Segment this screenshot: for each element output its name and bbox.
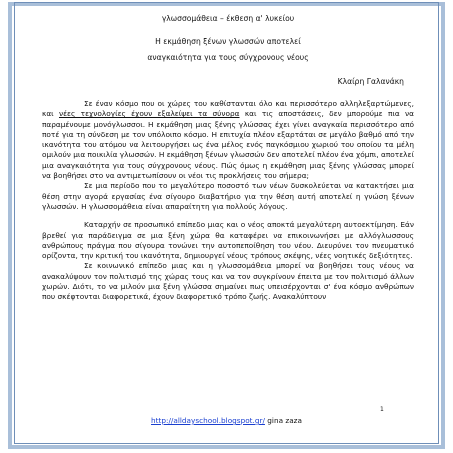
course-line: γλωσσομάθεια – έκθεση α' λυκείου (161, 14, 295, 23)
footer-author: gina zaza (267, 416, 302, 425)
blog-link[interactable]: http://alldayschool.blogspot.gr/ (151, 416, 265, 425)
essay-title-line-1: Η εκμάθηση ξένων γλωσσών αποτελεί (155, 37, 301, 46)
essay-author: Κλαίρη Γαλανάκη (337, 77, 404, 86)
paragraph-2: Σε μια περίοδο που το μεγαλύτερο ποσοστό των νέων δυσκολεύεται να κατακτήσει μια θέση στην αγορά εργασίας ένα σίγουρο διαβατήριο για την θέση αυτή αποτελεί η γνώση ξένων γλωσσών. Η γλωσσομάθεια είναι απαραίτητη για πολλούς λόγους. (42, 181, 414, 211)
document-body (42, 12, 414, 303)
paragraph-1-end: και τις αποστάσεις, δεν μπορούμε πια να παραμένουμε μονόγλωσσοι. Η εκμάθηση μιας ξένης γλώσσας έχει γίνει αναγκαία περισσότερο από ποτέ για τη σύνδεση με τον υπόλοιπο κόσμο. Η επιτυχία πλέον εξαρτάται σε μεγάλο βαθμό από την ικανότητα του ατόμου να λειτουργήσει ως ένα μέλος ενός παγκόσμιου χωριού του οποίου τα μέλη ομιλούν μια ποικιλία γλωσσών. Η εκμάθηση ξένων γλωσσών δεν αποτελεί πλέον ένα χόμπι, αποτελεί μια αναγκαιότητα για τους σύγχρονους νέους. Πώς όμως η εκμάθηση μιας ξένης γλώσσας μπορεί να βοηθήσει στο να αντιμετωπίσουν οι νέοι τις προκλήσεις του σήμερα; (42, 109, 414, 181)
paragraph-3: Καταρχήν σε προσωπικό επίπεδο μιας και ο νέος αποκτά μεγαλύτερη αυτοεκτίμηση. Εάν βρεθεί για παράδειγμα σε μια ξένη χώρα θα καταφέρει να επικοινωνήσει με αλλόγλωσσους ανθρώπους πράγμα που σίγουρα τονώνει την αυτοπεποίθηση του νέου. Διευρύνει τον πνευματικό ορίζοντα, την κριτική του ικανότητα, δημιουργεί νέους τρόπους σκέψης, νέες νοητικές δεξιότητες. (42, 220, 414, 261)
paragraph-1 (42, 99, 414, 181)
paragraph-1-underlined: νέες τεχνολογίες έχουν εξαλείψει τα σύνορα (58, 109, 240, 119)
page-number: 1 (380, 406, 384, 413)
paragraph-1-start: Σε έναν κόσμο που οι χώρες του καθίστανται όλο και περισσότερο αλληλεξαρτώμενες, και (42, 99, 414, 119)
paragraph-4: Σε κοινωνικό επίπεδο μιας και η γλωσσομάθεια μπορεί να βοηθήσει τους νέους να ανακαλύψουν τον πολιτισμό της χώρας τους και να τον συγκρίνουν έπειτα με τον πολιτισμό άλλων χωρών. Διότι, το να μιλούν μια ξένη γλώσσα σημαίνει πως υπεισέρχονται σ' ένα κόσμο ανθρώπων που σκέφτονται διαφορετικά, έχουν διαφορετικό τρόπο ζωής. Ανακαλύπτουν (42, 261, 414, 302)
page-footer (0, 416, 453, 426)
essay-title-line-2: αναγκαιότητα για τους σύγχρονους νέους (147, 53, 309, 62)
